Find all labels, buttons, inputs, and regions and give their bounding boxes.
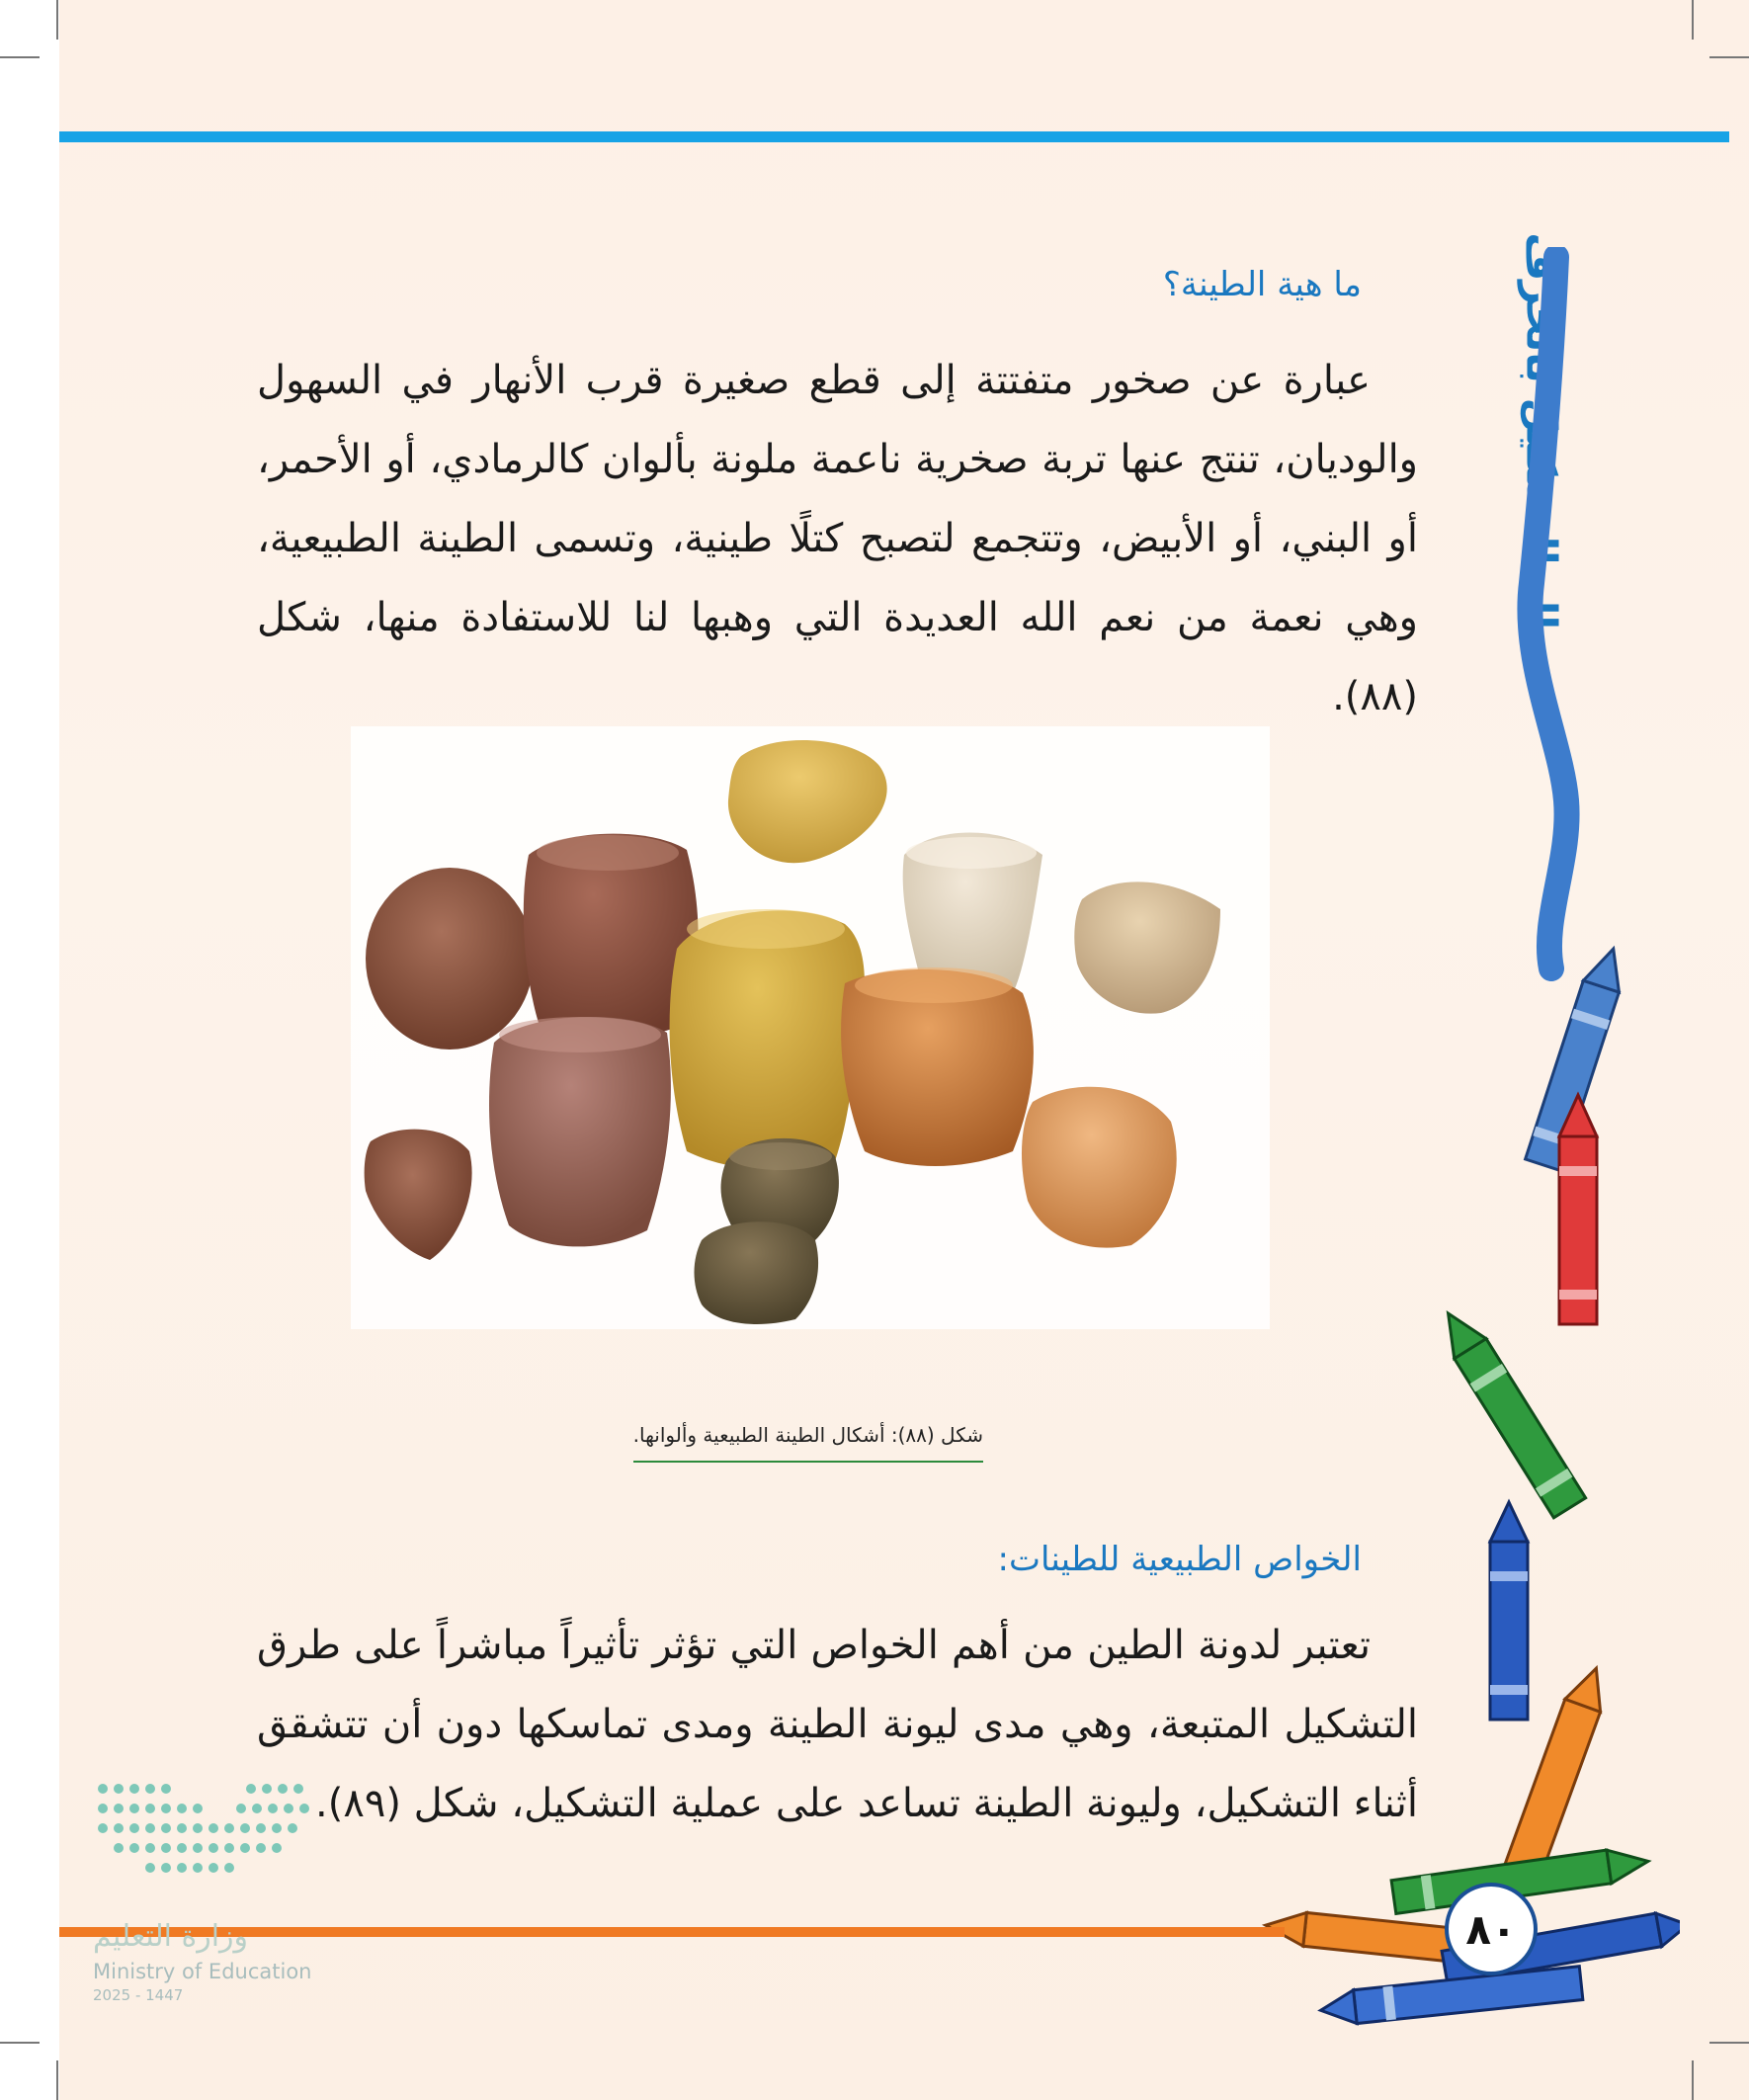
clay-lump-dark-brown	[366, 868, 534, 1050]
clay-highlight	[499, 1017, 661, 1052]
clay-highlight	[729, 1142, 832, 1170]
green-crayon-icon	[1432, 1303, 1585, 1518]
sidebar-title-text: مجال التشكيل بالخزف	[1517, 232, 1566, 687]
clay-highlight	[687, 909, 845, 949]
paragraph-text: تعتبر لدونة الطين من أهم الخواص التي تؤثر تأثيراً مباشراً على طرق التشكيل المتبعة، وهي مدى ليونة الطينة ومدى تماسكها دون أن تتشقق أثناء التشكيل، وليونة الطينة تساعد على عملية التشكيل، شكل (٨٩).	[257, 1623, 1418, 1826]
blue-crayon-icon	[1490, 1502, 1528, 1720]
section-heading-clay-properties: الخواص الطبيعية للطينات:	[997, 1540, 1362, 1579]
crop-mark	[56, 0, 58, 40]
top-rule	[59, 131, 1729, 142]
clay-highlight	[855, 967, 1013, 1003]
crop-mark	[56, 2060, 58, 2100]
blue-brush-stroke-icon	[1530, 257, 1566, 968]
crayons-decoration	[1225, 247, 1680, 2026]
ministry-name-arabic: وزارة التعليم	[93, 1919, 249, 1954]
clay-highlight	[537, 835, 679, 871]
crop-mark	[0, 2042, 40, 2044]
clay-lump-olive-lower	[695, 1221, 819, 1324]
ministry-dots-logo-icon	[93, 1779, 330, 1917]
clay-highlight	[906, 837, 1037, 869]
paragraph-text: عبارة عن صخور متفتتة إلى قطع صغيرة قرب الأنهار في السهول والوديان، تنتج عنها تربة صخرية ناعمة ملونة بألوان كالرمادي، أو الأحمر، أو البني، أو الأبيض، وتتجمع لتصبح كتلًا طينية، وتسمى الطينة الطبيعية، وهي نعمة من نعم الله العديدة التي وهبها لنا للاستفادة منها، شكل (٨٨).	[257, 358, 1418, 719]
page-number: ٨٠	[1445, 1883, 1538, 1975]
figure-caption: شكل (٨٨): أشكال الطينة الطبيعية وألوانها.	[633, 1423, 983, 1463]
crop-mark	[0, 56, 40, 58]
ministry-year: 2025 - 1447	[93, 1986, 184, 2004]
ministry-logo	[93, 1779, 330, 2006]
section-heading-what-is-clay: ما هية الطينة؟	[1162, 265, 1362, 304]
clay-lumps-illustration	[351, 726, 1270, 1329]
clay-lump-light-orange	[1022, 1087, 1177, 1248]
clay-figure	[351, 726, 1270, 1329]
crop-mark	[1709, 2042, 1749, 2044]
crop-mark	[1692, 0, 1694, 40]
crop-mark	[1692, 2060, 1694, 2100]
crayons-illustration	[1225, 247, 1680, 2026]
clay-lump-mustard	[670, 910, 865, 1169]
red-crayon-icon	[1559, 1095, 1597, 1324]
ministry-name-english: Ministry of Education	[93, 1960, 312, 1983]
crop-mark	[1709, 56, 1749, 58]
